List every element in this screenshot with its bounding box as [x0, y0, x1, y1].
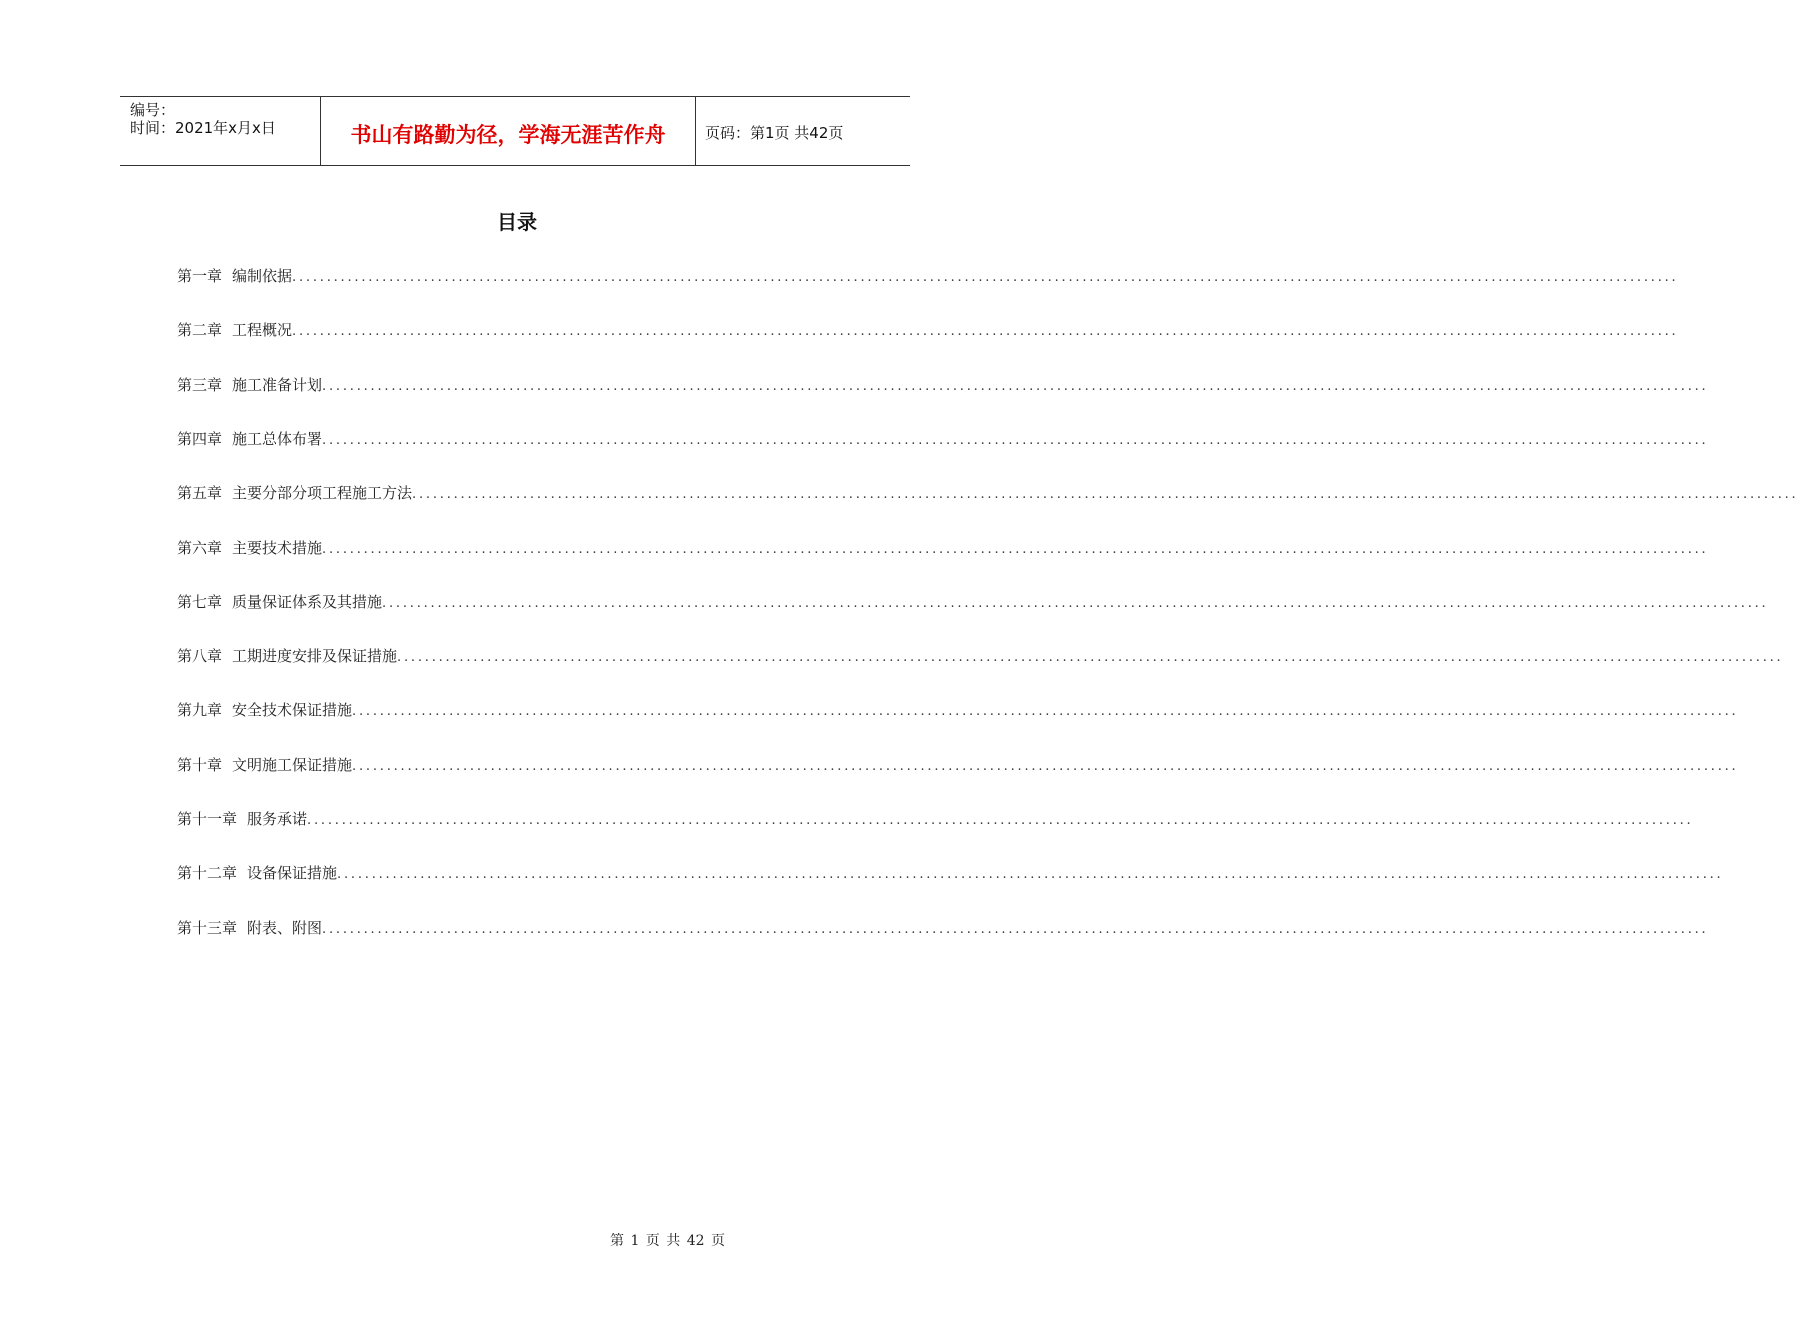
header-page-cell: [695, 97, 910, 165]
toc-dot-leader: ........................................................................................................................................................................................................: [397, 650, 1784, 666]
toc-entry[interactable]: [177, 916, 1709, 938]
toc-entry[interactable]: [177, 590, 1769, 612]
toc-dot-leader: ........................................................................................................................................................................................................: [307, 813, 1694, 828]
toc-entry[interactable]: [177, 536, 1709, 558]
toc-chapter-title: 质量保证体系及其措施: [232, 592, 383, 611]
toc-entry[interactable]: [177, 644, 1784, 666]
toc-chapter-number: 第一章: [177, 267, 223, 285]
header-info-cell: [120, 97, 320, 165]
toc-entry[interactable]: [177, 861, 1724, 883]
toc-dot-leader: ........................................................................................................................................................................................................: [352, 704, 1739, 720]
toc-chapter-title: 工期进度安排及保证措施: [232, 647, 398, 666]
toc-chapter-number: 第八章: [177, 647, 223, 666]
toc-chapter-number: 第十三章: [177, 918, 238, 937]
toc-chapter-title: 安全技术保证措施: [232, 701, 353, 720]
toc-chapter-number: 第二章: [177, 321, 223, 340]
toc-dot-leader: ........................................................................................................................................................................................................: [337, 867, 1724, 883]
toc-entry[interactable]: [177, 427, 1709, 449]
motto-text: 书山有路勤为径，学海无涯苦作舟: [350, 123, 666, 147]
toc-chapter-number: 第九章: [177, 701, 223, 720]
toc-entry[interactable]: [177, 373, 1709, 395]
toc-chapter-title: 主要分部分项工程施工方法: [232, 484, 413, 503]
toc-chapter-title: 文明施工保证措施: [232, 755, 353, 774]
toc-chapter-title: 编制依据: [232, 267, 293, 285]
toc-dot-leader: ........................................................................................................................................................................................................: [322, 541, 1709, 557]
toc-chapter-title: 工程概况: [232, 321, 293, 340]
toc-chapter-number: 第七章: [177, 592, 223, 611]
toc-entry[interactable]: [177, 264, 1679, 286]
header-motto-cell: [320, 97, 696, 165]
toc-entry[interactable]: [177, 698, 1739, 720]
toc-dot-leader: ........................................................................................................................................................................................................: [412, 487, 1799, 503]
toc-dot-leader: ........................................................................................................................................................................................................: [292, 324, 1679, 340]
toc-chapter-number: 第六章: [177, 538, 223, 557]
page-header: [120, 96, 910, 166]
toc-entry[interactable]: [177, 807, 1694, 829]
toc-dot-leader: ........................................................................................................................................................................................................: [382, 595, 1769, 611]
toc-chapter-title: 施工总体布署: [232, 429, 323, 448]
toc-chapter-number: 第十一章: [177, 810, 238, 828]
toc-chapter-number: 第三章: [177, 375, 223, 394]
toc-dot-leader: ........................................................................................................................................................................................................: [352, 758, 1739, 774]
toc-dot-leader: ........................................................................................................................................................................................................: [292, 270, 1679, 285]
toc-chapter-title: 服务承诺: [247, 810, 308, 828]
toc-chapter-number: 第十二章: [177, 864, 238, 883]
serial-number-label: 编号：: [130, 101, 176, 119]
toc-title: 目录: [497, 210, 537, 234]
toc-entry[interactable]: [177, 753, 1739, 775]
toc-dot-leader: ........................................................................................................................................................................................................: [322, 378, 1709, 394]
toc-dot-leader: ........................................................................................................................................................................................................: [322, 432, 1709, 448]
toc-chapter-number: 第十章: [177, 755, 223, 774]
page-footer: 第 1 页 共 42 页: [610, 1233, 725, 1249]
toc-dot-leader: ........................................................................................................................................................................................................: [322, 921, 1709, 937]
toc-entry[interactable]: [177, 318, 1679, 340]
date-label: 时间：2021年x月x日: [130, 119, 276, 137]
toc-chapter-title: 设备保证措施: [247, 864, 338, 883]
header-page-info: 页码：第1页 共42页: [705, 124, 844, 142]
toc-chapter-number: 第四章: [177, 429, 223, 448]
toc-chapter-number: 第五章: [177, 484, 223, 503]
toc-entry[interactable]: [177, 481, 1799, 503]
toc-chapter-title: 施工准备计划: [232, 375, 323, 394]
toc-chapter-title: 附表、附图: [247, 918, 323, 937]
toc-chapter-title: 主要技术措施: [232, 538, 323, 557]
